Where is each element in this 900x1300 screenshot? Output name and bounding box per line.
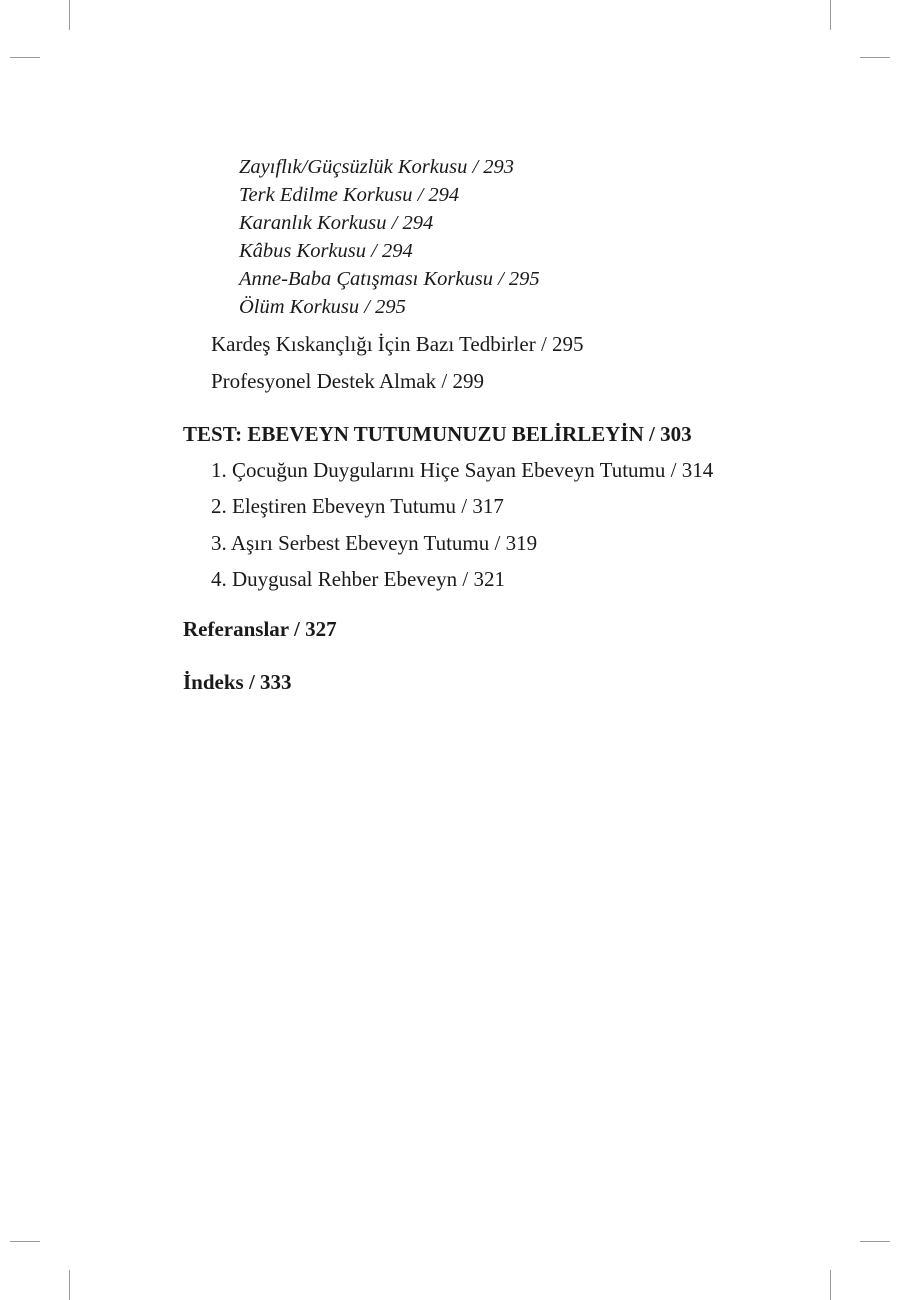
toc-entry-nightmare-fear: Kâbus Korkusu / 294 bbox=[239, 240, 413, 262]
toc-entry-test-item-2: 2. Eleştiren Ebeveyn Tutumu / 317 bbox=[211, 494, 504, 518]
toc-entry-test-item-1: 1. Çocuğun Duygularını Hiçe Sayan Ebeveyn Tutumu / 314 bbox=[211, 458, 714, 482]
toc-entry-sibling-jealousy: Kardeş Kıskançlığı İçin Bazı Tedbirler / 295 bbox=[211, 332, 584, 356]
toc-entry-test-item-4: 4. Duygusal Rehber Ebeveyn / 321 bbox=[211, 567, 505, 591]
toc-entry-darkness-fear: Karanlık Korkusu / 294 bbox=[239, 212, 434, 234]
toc-entry-professional-support: Profesyonel Destek Almak / 299 bbox=[211, 369, 484, 393]
toc-entry-weakness-fear: Zayıflık/Güçsüzlük Korkusu / 293 bbox=[239, 156, 515, 178]
toc-entry-abandonment-fear: Terk Edilme Korkusu / 294 bbox=[239, 184, 460, 206]
toc-heading-test: TEST: EBEVEYN TUTUMUNUZU BELİRLEYİN / 303 bbox=[183, 422, 692, 446]
toc-entry-parent-conflict-fear: Anne-Baba Çatışması Korkusu / 295 bbox=[239, 268, 540, 290]
toc-entry-death-fear: Ölüm Korkusu / 295 bbox=[239, 296, 406, 318]
toc-heading-references: Referanslar / 327 bbox=[183, 617, 337, 641]
toc-heading-index: İndeks / 333 bbox=[183, 670, 292, 694]
toc-entry-test-item-3: 3. Aşırı Serbest Ebeveyn Tutumu / 319 bbox=[211, 531, 538, 555]
